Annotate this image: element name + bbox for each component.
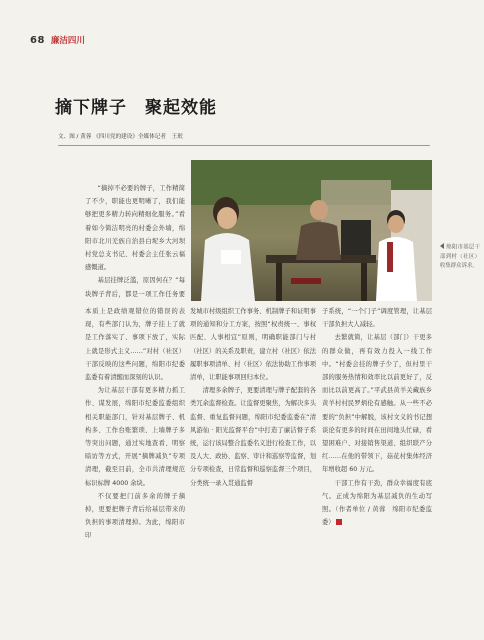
caption-text: 绵阳市基层干部到村（社区）收集群众诉求。 — [440, 244, 480, 269]
paragraph: 子系统，“一个门子”调度管理，让基层干部负担大人减轻。 — [322, 308, 432, 329]
body-column-1-top — [85, 182, 185, 302]
photo-caption — [440, 243, 480, 271]
paragraph: “摘掉不必要的牌子，工作精简了不少，职能也更明晰了，我们能够把更多精力转向精细化服务。”看着如今简洁明亮的村委会外墙，绵阳市北川羌族自治县白坭乡大河坝村党总支书记、村委会主任张云福感慨道。 — [85, 185, 185, 272]
paragraph: 去繁就简，让基层（部门）干更多的群众做，再有效力投入一线工作中。“村委会挂的牌子少了，但村里干部的服务热情和效率比以前更好了，反而比以前更高了。”平武县黄羊关藏族乡黄羊村村民罗炳伦有感触。从一些不必要的“负担”中解脱，该村文义的书记想谈论有更多的时间在田间地头忙碌，看望困难户、对接销售渠道、组织联产分红……在他的带领下，菇花村集体经济年增收超 60 万元。 — [322, 334, 432, 474]
body-column-3 — [322, 305, 432, 640]
paragraph: 清理多余牌子，更要清理与牌子配套的各类冗余监督检查。让监督更聚焦，为解决多头监督、重复监督问题，绵阳市纪委监委在“清风游仙 · 阳光监督平台”中打造了廉洁督子系统，运行该局整合监委名义进行检查工作，以及人大、政协、监察、审计和巡察等监督，划分专项检查，日常监督和巡察监督三个项目，分类统一录入贯通监督 — [190, 387, 316, 487]
article-photo — [191, 160, 432, 301]
paragraph: 为让基层干部有更多精力抓工作、谋发展，绵阳市纪委监委组织相关职能部门，针对基层牌子、机构多、工作台账繁琐、上墙牌子多等突出问题，通过实地查看、明察暗访等方式，开展“摘牌减负”专项清理，截至目前，全市共清理规范标识标牌 4000 余块。 — [85, 387, 185, 487]
paragraph: 发城市村级组织工作事务、机制牌子和证明事项的通知和分工方案，按照“权责统一、事权匹配、人事相宜”原则，明确职能部门与村（社区）的关系及职责，建立村（社区）依法履职事项清单、村（社区）依法协助工作事项清单，让职能事项回归本位。 — [190, 308, 316, 382]
paragraph-text: 干部工作有干劲，群众幸福度有底气。正成为绵阳为基层减负的生动写照。（作者单位 / 黄蓉 绵阳市纪委监委） — [322, 479, 432, 527]
magazine-name: 廉洁四川 — [50, 36, 85, 46]
article-byline: 文、图 / 黄蓉 《四川党的建设》全媒体记者 王珉 — [58, 134, 183, 140]
paragraph: 不仅要把门前多余的牌子摘掉，更要把牌子背后给基层带来的负担的事项清理掉。为此，绵阳市印 — [85, 492, 185, 540]
page-number: 68 — [30, 34, 45, 46]
end-of-article-icon — [336, 519, 342, 525]
caption-arrow-icon — [440, 243, 444, 249]
body-column-1 — [85, 305, 185, 640]
title-divider — [58, 145, 430, 146]
paragraph: 本质上是政绩观错位的错误的表现，有些部门认为，牌子挂上了就是工作落实了、事项下放了，实际上就是形式主义……”对村（社区）干部反映的这些问题，绵阳市纪委监委有着清醒而深刻的认识。 — [85, 308, 185, 382]
page-header — [30, 33, 85, 47]
paragraph: 基层挂牌泛滥，原因何在？“每块牌子背后，都是一项工作任务要 — [85, 277, 185, 298]
paragraph-last — [322, 477, 432, 530]
article-title: 摘下牌子 聚起效能 — [55, 98, 217, 118]
body-column-2 — [190, 305, 316, 640]
photo-illustration — [191, 160, 432, 301]
